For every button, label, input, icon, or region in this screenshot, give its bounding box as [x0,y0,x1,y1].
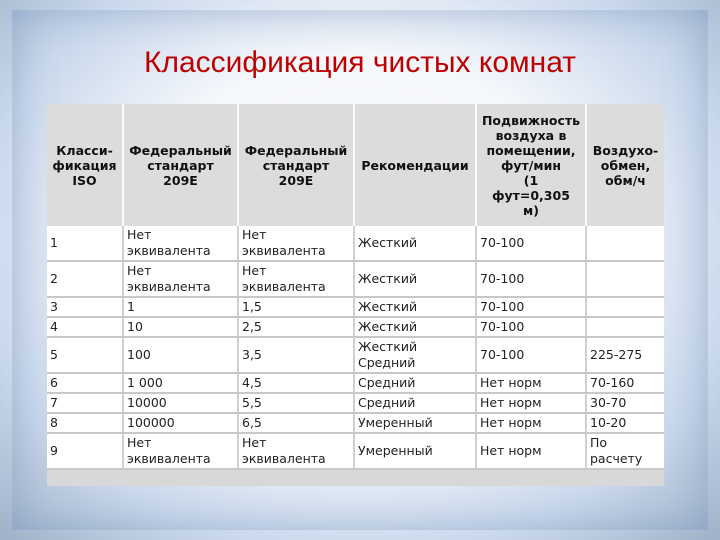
table-cell: 10-20 [586,413,664,433]
table-cell: Нет норм [476,413,586,433]
table-cell: 7 [47,393,123,413]
table-cell: Нет эквивалента [238,226,354,261]
table-cell: 3,5 [238,337,354,373]
table-cell: Жесткий [354,317,476,337]
table-cell: 70-160 [586,373,664,393]
table-cell: 10000 [123,393,238,413]
table-cell: Умеренный [354,433,476,469]
table-cell: 4 [47,317,123,337]
table-cell [586,297,664,317]
table-cell: Жесткий [354,226,476,261]
table-cell: Нет норм [476,373,586,393]
table-cell: 1 [47,226,123,261]
table-cell: 225-275 [586,337,664,373]
table-cell: 70-100 [476,297,586,317]
table-cell: Нет эквивалента [123,261,238,297]
table-row [47,226,664,261]
table-cell: Нет эквивалента [123,433,238,469]
table-cell: Нет эквивалента [238,261,354,297]
table-cell: 6 [47,373,123,393]
table-cell: Жесткий [354,297,476,317]
table-cell: Нет эквивалента [238,433,354,469]
table-row [47,413,664,433]
header-air-exchange: Воздухо- обмен, обм/ч [586,104,664,226]
table-cell: Жесткий [354,261,476,297]
table-cell [586,261,664,297]
table-row [47,317,664,337]
table-cell: 100000 [123,413,238,433]
table-cell: 70-100 [476,317,586,337]
classification-table [47,104,664,470]
table-row [47,261,664,297]
table-cell: Жесткий Средний [354,337,476,373]
table-cell [586,317,664,337]
table-cell: Нет норм [476,433,586,469]
header-fed-std-209e-b: Федеральный стандарт 209E [238,104,354,226]
table-cell: 4,5 [238,373,354,393]
table-cell: 8 [47,413,123,433]
table-cell: Средний [354,373,476,393]
table-cell [586,226,664,261]
table-row [47,337,664,373]
header-iso-class: Класси- фикация ISO [47,104,123,226]
table-cell: 3 [47,297,123,317]
table-cell: 1 000 [123,373,238,393]
table-cell: 10 [123,317,238,337]
table-row [47,393,664,413]
table-cell: По расчету [586,433,664,469]
table-header-row [47,104,664,226]
table-row [47,373,664,393]
table-cell: 30-70 [586,393,664,413]
table-cell: 2 [47,261,123,297]
classification-table-container [47,104,664,486]
table-cell: Умеренный [354,413,476,433]
table-cell: 6,5 [238,413,354,433]
table-cell: 5 [47,337,123,373]
table-cell: 70-100 [476,337,586,373]
table-cell: 70-100 [476,226,586,261]
header-air-velocity: Подвижность воздуха в помещении, фут/мин (1 фут=0,305 м) [476,104,586,226]
table-cell: 1,5 [238,297,354,317]
table-cell: 5,5 [238,393,354,413]
header-fed-std-209e-a: Федеральный стандарт 209E [123,104,238,226]
table-row [47,297,664,317]
header-recommendations: Рекомендации [354,104,476,226]
table-cell: 2,5 [238,317,354,337]
table-row [47,433,664,469]
slide-title: Классификация чистых комнат [144,46,576,79]
table-cell: Нет норм [476,393,586,413]
table-cell: 9 [47,433,123,469]
table-cell: 70-100 [476,261,586,297]
table-cell: 100 [123,337,238,373]
table-cell: Нет эквивалента [123,226,238,261]
table-cell: Средний [354,393,476,413]
table-cell: 1 [123,297,238,317]
